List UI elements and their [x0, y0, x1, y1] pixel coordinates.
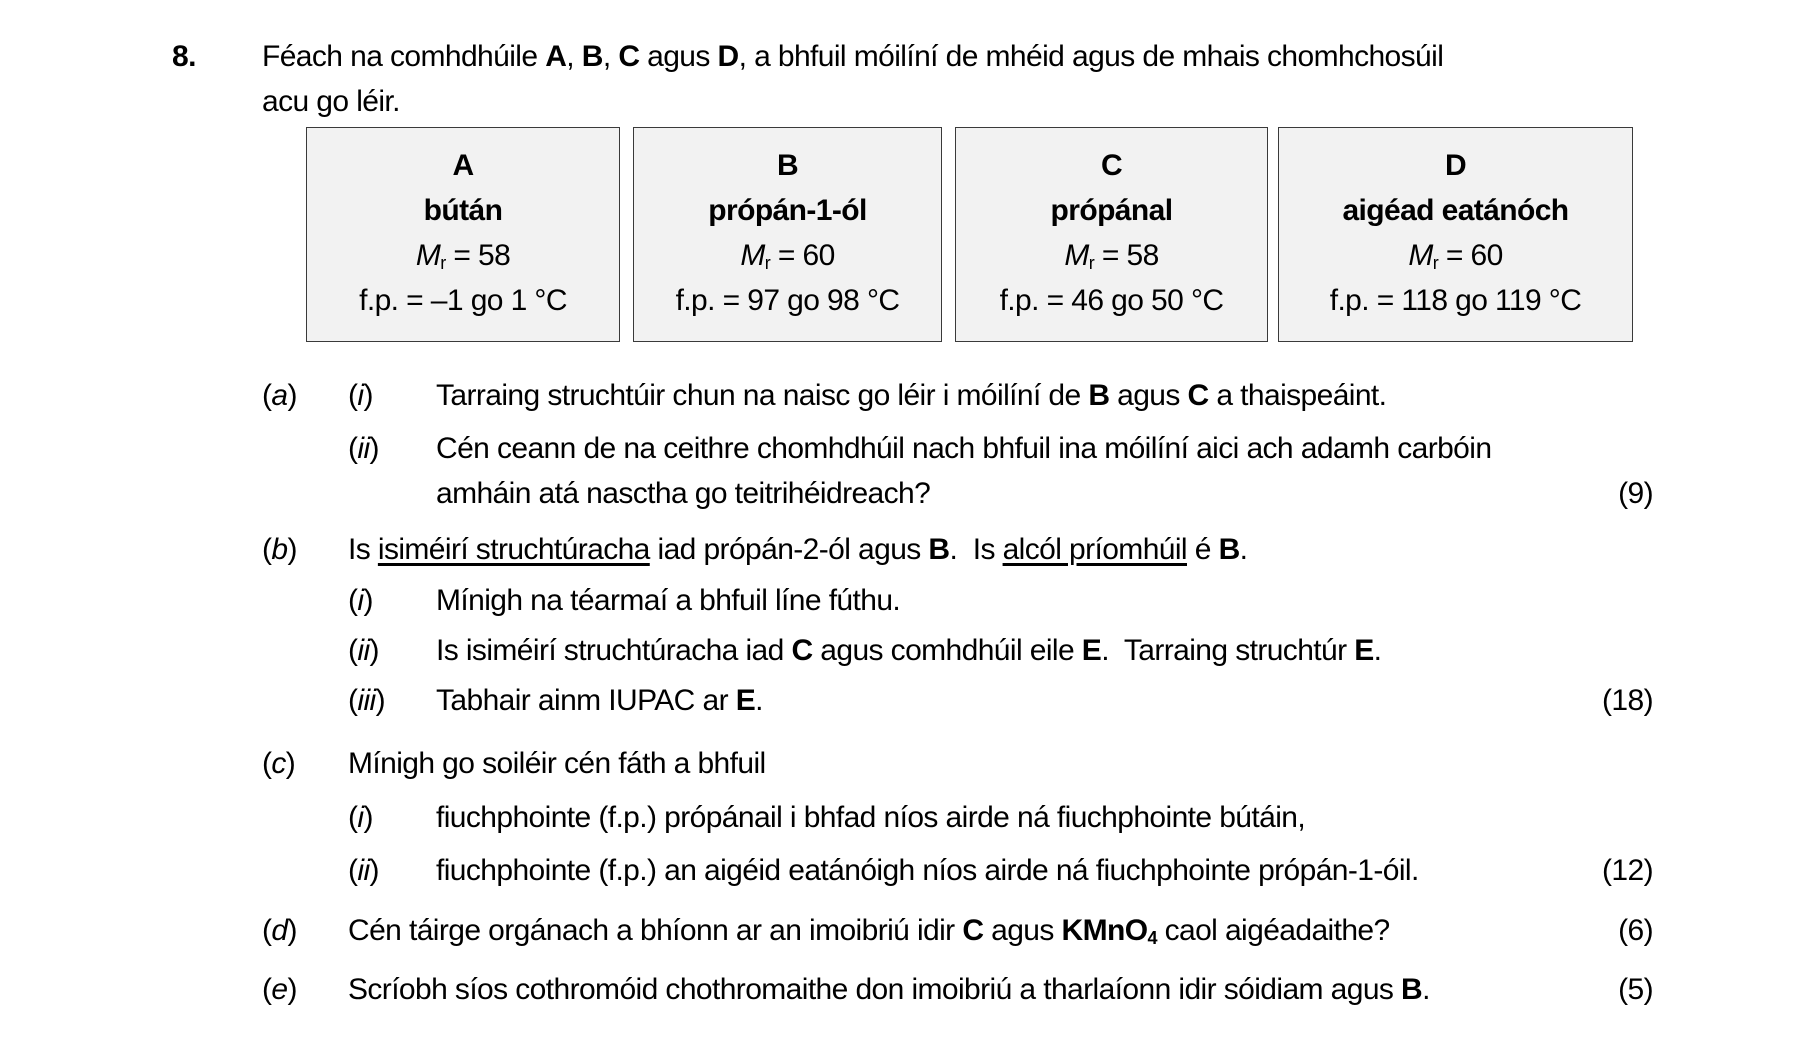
text: Féach na comhdhúile — [262, 40, 546, 73]
label-letter: d — [271, 914, 288, 947]
part-b-ii-text — [436, 633, 1381, 669]
part-b-stem — [348, 532, 1247, 568]
label-numeral: ii — [357, 634, 370, 667]
text: iad própán-2-ól agus — [649, 533, 929, 566]
compound-ref: C — [1187, 379, 1209, 412]
compound-name: bútán — [423, 194, 503, 227]
compound-name: aigéad eatánóch — [1342, 194, 1569, 227]
text: . Tarraing struchtúr — [1101, 634, 1355, 667]
text: agus — [1109, 379, 1188, 412]
molar-mass — [956, 233, 1267, 278]
underlined-term: isiméirí struchtúracha — [377, 533, 650, 566]
compound-ref: D — [717, 40, 739, 73]
boiling-point: f.p. = 46 go 50 °C — [999, 284, 1224, 317]
compound-ref: B — [1218, 533, 1240, 566]
text: Tabhair ainm IUPAC ar — [436, 684, 736, 717]
boiling-point: f.p. = 97 go 98 °C — [675, 284, 900, 317]
part-b-marks: (18) — [1602, 684, 1653, 717]
mr-value: = 60 — [1438, 239, 1503, 272]
label-letter: b — [271, 533, 288, 566]
compound-ref: B — [928, 533, 950, 566]
part-a-marks: (9) — [1618, 477, 1653, 510]
label-numeral: iii — [357, 684, 376, 717]
label-numeral: i — [357, 801, 364, 834]
text: . — [1239, 533, 1248, 566]
part-a-ii-line2: amháin atá nasctha go teitrihéidreach? — [436, 477, 931, 510]
compound-letter: D — [1444, 149, 1467, 182]
question-intro-line2: acu go léir. — [262, 85, 400, 118]
label-letter: a — [271, 379, 288, 412]
part-b-iii-label: (iii) — [348, 684, 385, 717]
text: Cén táirge orgánach a bhíonn ar an imoibriú idir — [348, 914, 963, 947]
mr-symbol: M — [740, 239, 765, 272]
label-numeral: ii — [357, 432, 370, 465]
reagent-formula: KMnO — [1061, 914, 1148, 947]
compound-ref: A — [545, 40, 567, 73]
text: caol aigéadaithe? — [1156, 914, 1390, 947]
compound-name: própán-1-ól — [708, 194, 867, 227]
text: Scríobh síos cothromóid chothromaithe don imoibriú a tharlaíonn idir sóidiam agus — [348, 973, 1402, 1006]
mr-value: = 58 — [445, 239, 511, 272]
part-b-iii-text — [436, 683, 763, 719]
compound-box-a — [306, 127, 620, 342]
compound-ref: B — [581, 40, 603, 73]
part-e-label: (e) — [262, 973, 297, 1006]
text: agus comhdhúil eile — [812, 634, 1082, 667]
part-b-label: (b) — [262, 533, 297, 566]
part-e-marks: (5) — [1618, 973, 1653, 1006]
part-b-i-text: Mínigh na téarmaí a bhfuil líne fúthu. — [436, 584, 901, 617]
text: . Is — [949, 533, 1003, 566]
mr-value: = 58 — [1094, 239, 1159, 272]
compound-ref: C — [618, 40, 640, 73]
part-c-ii-text: fiuchphointe (f.p.) an aigéid eatánóigh níos airde ná fiuchphointe própán-1-óil. — [436, 854, 1419, 887]
compound-letter: B — [776, 149, 799, 182]
molar-mass — [1279, 233, 1632, 278]
text: . — [1422, 973, 1430, 1006]
text: Is — [348, 533, 378, 566]
text: agus — [983, 914, 1062, 947]
part-a-ii-line1: Cén ceann de na ceithre chomhdhúil nach bhfuil ina móilíní aici ach adamh carbóin — [436, 432, 1492, 465]
compound-letter: C — [1100, 149, 1123, 182]
mr-symbol: M — [415, 239, 441, 272]
part-c-marks: (12) — [1602, 854, 1653, 887]
part-a-label: (a) — [262, 379, 297, 412]
part-a-ii-label: (ii) — [348, 432, 379, 465]
text: é — [1187, 533, 1219, 566]
part-d-text — [348, 913, 1390, 956]
mr-value: = 60 — [770, 239, 835, 272]
label-numeral: i — [357, 379, 364, 412]
text: Tarraing struchtúir chun na naisc go léir i móilíní de — [436, 379, 1089, 412]
compound-name: própánal — [1050, 194, 1173, 227]
compound-ref: E — [1081, 634, 1102, 667]
question-number: 8. — [172, 40, 196, 73]
part-c-i-text: fiuchphointe (f.p.) própánail i bhfad níos airde ná fiuchphointe bútáin, — [436, 801, 1306, 834]
text: , a bhfuil móilíní de mhéid agus de mhais chomhchosúil — [738, 40, 1444, 73]
compound-box-c — [955, 127, 1268, 342]
mr-subscript: r — [440, 253, 446, 273]
compound-ref: C — [962, 914, 984, 947]
text: . — [755, 684, 763, 717]
mr-subscript: r — [1088, 253, 1095, 273]
label-letter: c — [271, 747, 286, 780]
compound-box-d — [1278, 127, 1633, 342]
text: , — [566, 40, 582, 73]
boiling-point: f.p. = 118 go 119 °C — [1329, 284, 1582, 317]
part-b-i-label: (i) — [348, 584, 373, 617]
compound-letter: A — [452, 149, 474, 182]
compound-box-b — [633, 127, 942, 342]
boiling-point: f.p. = –1 go 1 °C — [359, 284, 567, 317]
formula-subscript: 4 — [1147, 928, 1157, 948]
mr-subscript: r — [764, 253, 771, 273]
part-a-i-label: (i) — [348, 379, 373, 412]
compound-ref: B — [1401, 973, 1423, 1006]
part-e-text — [348, 972, 1430, 1008]
label-letter: e — [271, 973, 288, 1006]
question-intro-line1 — [262, 39, 1443, 75]
text: agus — [639, 40, 718, 73]
compound-ref: E — [735, 684, 756, 717]
part-c-label: (c) — [262, 747, 296, 780]
molar-mass — [307, 233, 619, 278]
part-b-ii-label: (ii) — [348, 634, 379, 667]
text: Is isiméirí struchtúracha iad — [436, 634, 792, 667]
compound-ref: E — [1354, 634, 1374, 667]
part-d-label: (d) — [262, 914, 297, 947]
mr-symbol: M — [1408, 239, 1433, 272]
part-c-ii-label: (ii) — [348, 854, 379, 887]
part-d-marks: (6) — [1618, 914, 1653, 947]
mr-symbol: M — [1064, 239, 1089, 272]
part-c-stem: Mínigh go soiléir cén fáth a bhfuil — [348, 747, 766, 780]
molar-mass — [634, 233, 941, 278]
compound-ref: B — [1088, 379, 1110, 412]
underlined-term: alcól príomhúil — [1002, 533, 1187, 566]
compound-ref: C — [791, 634, 813, 667]
text: a thaispeáint. — [1208, 379, 1387, 412]
text: , — [602, 40, 619, 73]
label-numeral: i — [357, 584, 364, 617]
part-a-i-text — [436, 378, 1386, 414]
mr-subscript: r — [1432, 253, 1439, 273]
label-numeral: ii — [357, 854, 370, 887]
text: . — [1373, 634, 1382, 667]
part-c-i-label: (i) — [348, 801, 373, 834]
